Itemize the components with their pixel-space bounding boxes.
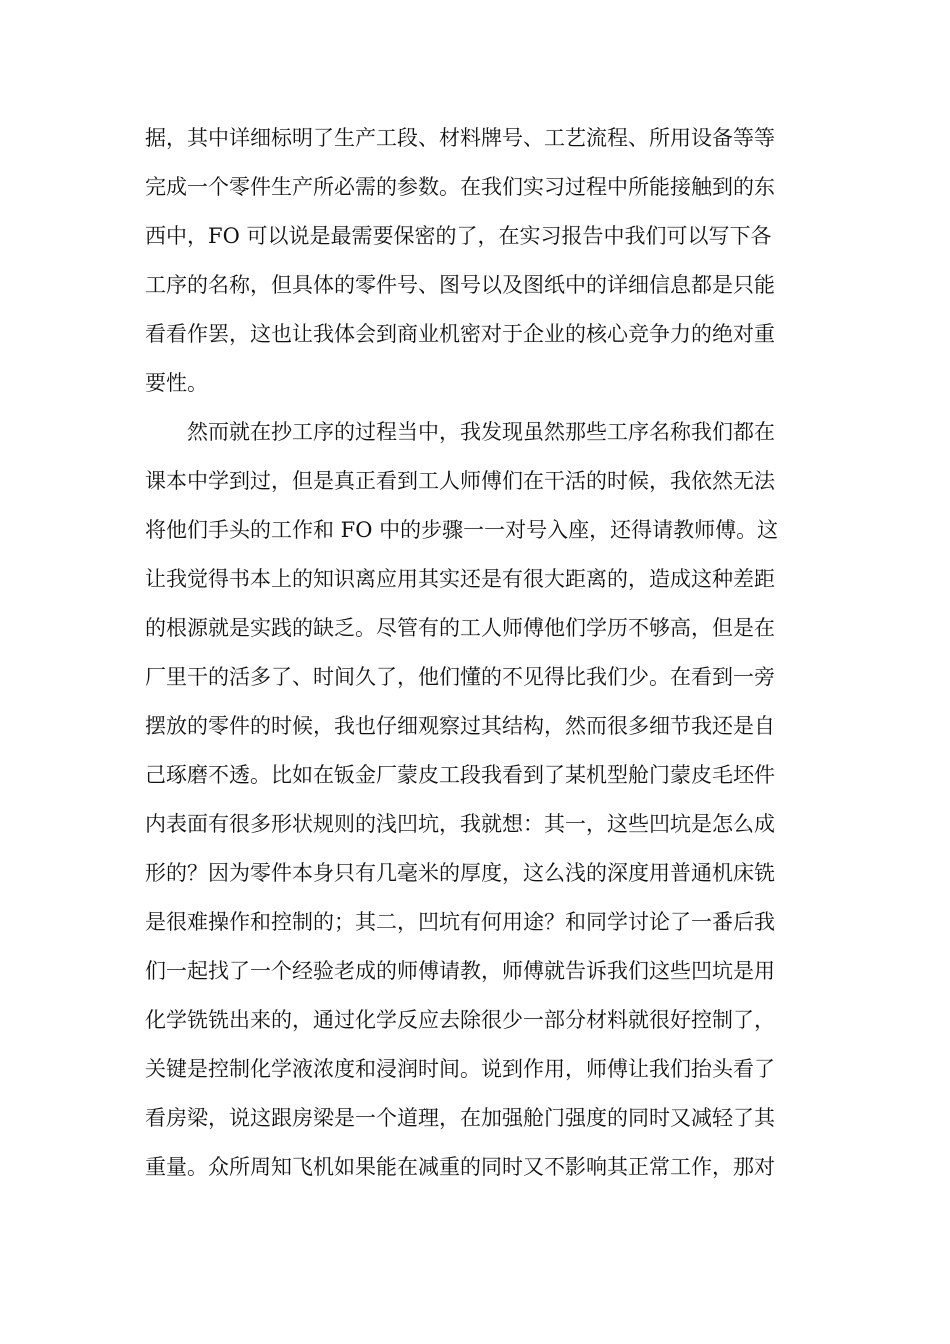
text-line: 摆放的零件的时候，我也仔细观察过其结构，然而很多细节我还是自	[145, 714, 775, 738]
paragraph-first-line: 然而就在抄工序的过程当中，我发现虽然那些工序名称我们都在	[187, 420, 775, 444]
text-line: 化学铣铣出来的，通过化学反应去除很少一部分材料就很好控制了，	[145, 1008, 775, 1032]
text-line: 关键是控制化学液浓度和浸润时间。说到作用，师傅让我们抬头看了	[145, 1057, 775, 1081]
text-line: 要性。	[145, 371, 208, 395]
text-line: 完成一个零件生产所必需的参数。在我们实习过程中所能接触到的东	[145, 175, 775, 199]
text-line: 形的？因为零件本身只有几毫米的厚度，这么浅的深度用普通机床铣	[145, 861, 775, 885]
text-line: 让我觉得书本上的知识离应用其实还是有很大距离的，造成这种差距	[145, 567, 775, 591]
text-line: 是很难操作和控制的；其二，凹坑有何用途？和同学讨论了一番后我	[145, 910, 775, 934]
text-line: 厂里干的活多了、时间久了，他们懂的不见得比我们少。在看到一旁	[145, 665, 775, 689]
text-line: 将他们手头的工作和 FO 中的步骤一一对号入座，还得请教师傅。这	[145, 518, 779, 542]
text-line: 工序的名称，但具体的零件号、图号以及图纸中的详细信息都是只能	[145, 273, 775, 297]
text-line: 内表面有很多形状规则的浅凹坑，我就想：其一，这些凹坑是怎么成	[145, 812, 775, 836]
text-line: 看房梁，说这跟房梁是一个道理，在加强舱门强度的同时又减轻了其	[145, 1106, 775, 1130]
text-line: 的根源就是实践的缺乏。尽管有的工人师傅他们学历不够高，但是在	[145, 616, 775, 640]
text-line: 们一起找了一个经验老成的师傅请教，师傅就告诉我们这些凹坑是用	[145, 959, 775, 983]
text-line: 看看作罢，这也让我体会到商业机密对于企业的核心竞争力的绝对重	[145, 322, 775, 346]
body-text	[145, 114, 810, 1192]
text-line: 己琢磨不透。比如在钣金厂蒙皮工段我看到了某机型舱门蒙皮毛坯件	[145, 763, 775, 787]
text-line: 西中，FO 可以说是最需要保密的了，在实习报告中我们可以写下各	[145, 224, 772, 248]
text-line: 课本中学到过，但是真正看到工人师傅们在干活的时候，我依然无法	[145, 469, 775, 493]
text-line: 重量。众所周知飞机如果能在减重的同时又不影响其正常工作，那对	[145, 1155, 775, 1179]
text-line: 据，其中详细标明了生产工段、材料牌号、工艺流程、所用设备等等	[145, 126, 775, 150]
